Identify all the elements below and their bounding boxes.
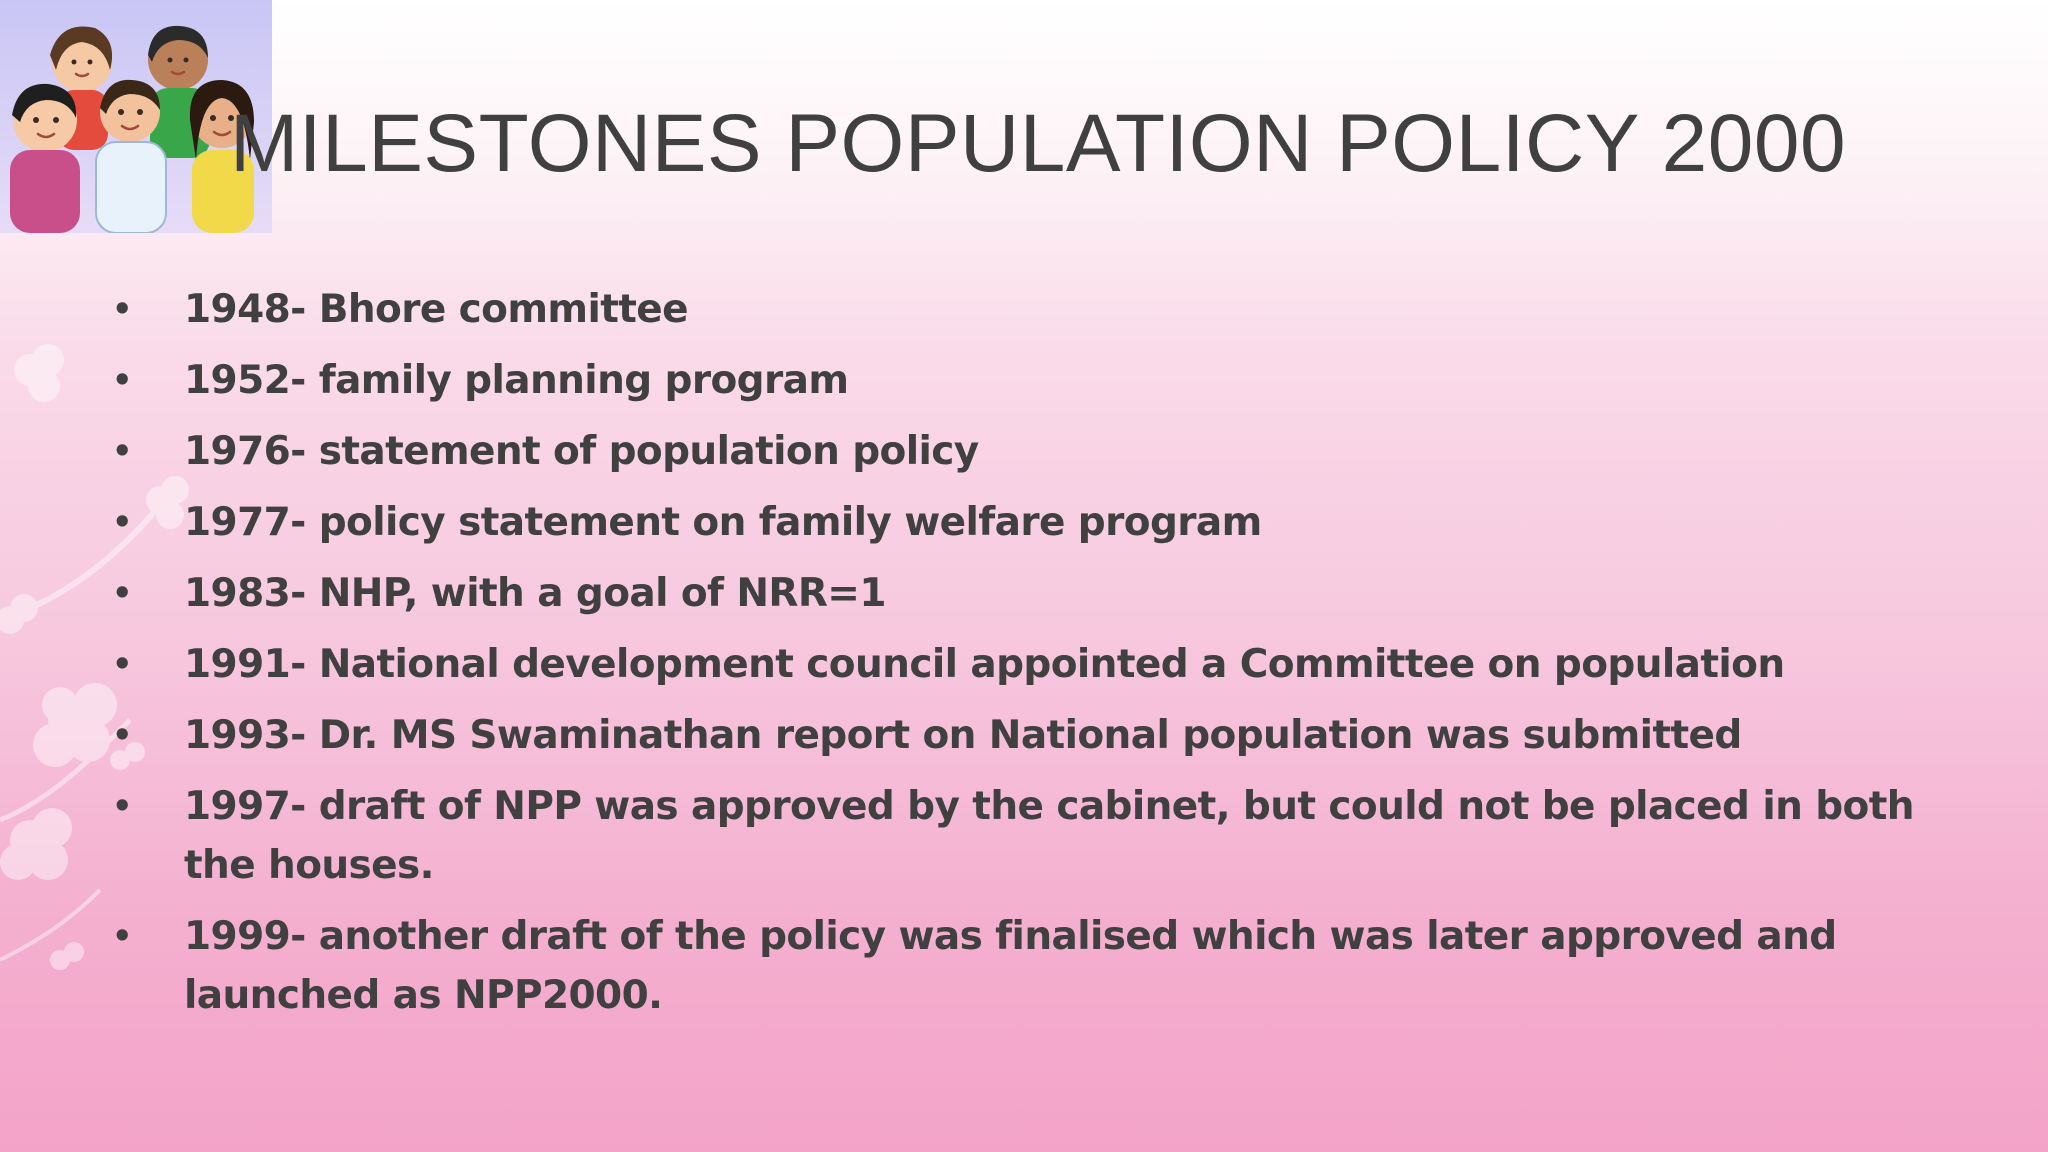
bullet-icon: • <box>112 716 133 754</box>
milestone-list <box>110 280 1950 1037</box>
list-item-text: 1991- National development council appointed a Committee on population <box>184 642 1785 687</box>
list-item-text: 1976- statement of population policy <box>184 429 979 474</box>
list-item <box>110 351 1950 410</box>
list-item-text: 1977- policy statement on family welfare program <box>184 500 1262 545</box>
list-item <box>110 422 1950 481</box>
list-item <box>110 635 1950 694</box>
list-item-text: 1983- NHP, with a goal of NRR=1 <box>184 571 886 616</box>
list-item-text: 1999- another draft of the policy was finalised which was later approved and launched as NPP2000. <box>184 914 1837 1018</box>
bullet-icon: • <box>112 645 133 683</box>
list-item-text: 1952- family planning program <box>184 358 849 403</box>
list-item-text: 1997- draft of NPP was approved by the cabinet, but could not be placed in both the houses. <box>184 784 1914 888</box>
slide-title: MILESTONES POPULATION POLICY 2000 <box>230 98 1847 189</box>
bullet-icon: • <box>112 574 133 612</box>
bullet-icon: • <box>112 290 133 328</box>
list-item <box>110 777 1950 895</box>
list-item-text: 1948- Bhore committee <box>184 287 688 332</box>
bullet-icon: • <box>112 917 133 955</box>
list-item <box>110 280 1950 339</box>
list-item <box>110 706 1950 765</box>
list-item <box>110 493 1950 552</box>
bullet-icon: • <box>112 432 133 470</box>
bullet-icon: • <box>112 361 133 399</box>
list-item-text: 1993- Dr. MS Swaminathan report on National population was submitted <box>184 713 1742 758</box>
bullet-icon: • <box>112 787 133 825</box>
bullet-icon: • <box>112 503 133 541</box>
list-item <box>110 907 1950 1025</box>
list-item <box>110 564 1950 623</box>
